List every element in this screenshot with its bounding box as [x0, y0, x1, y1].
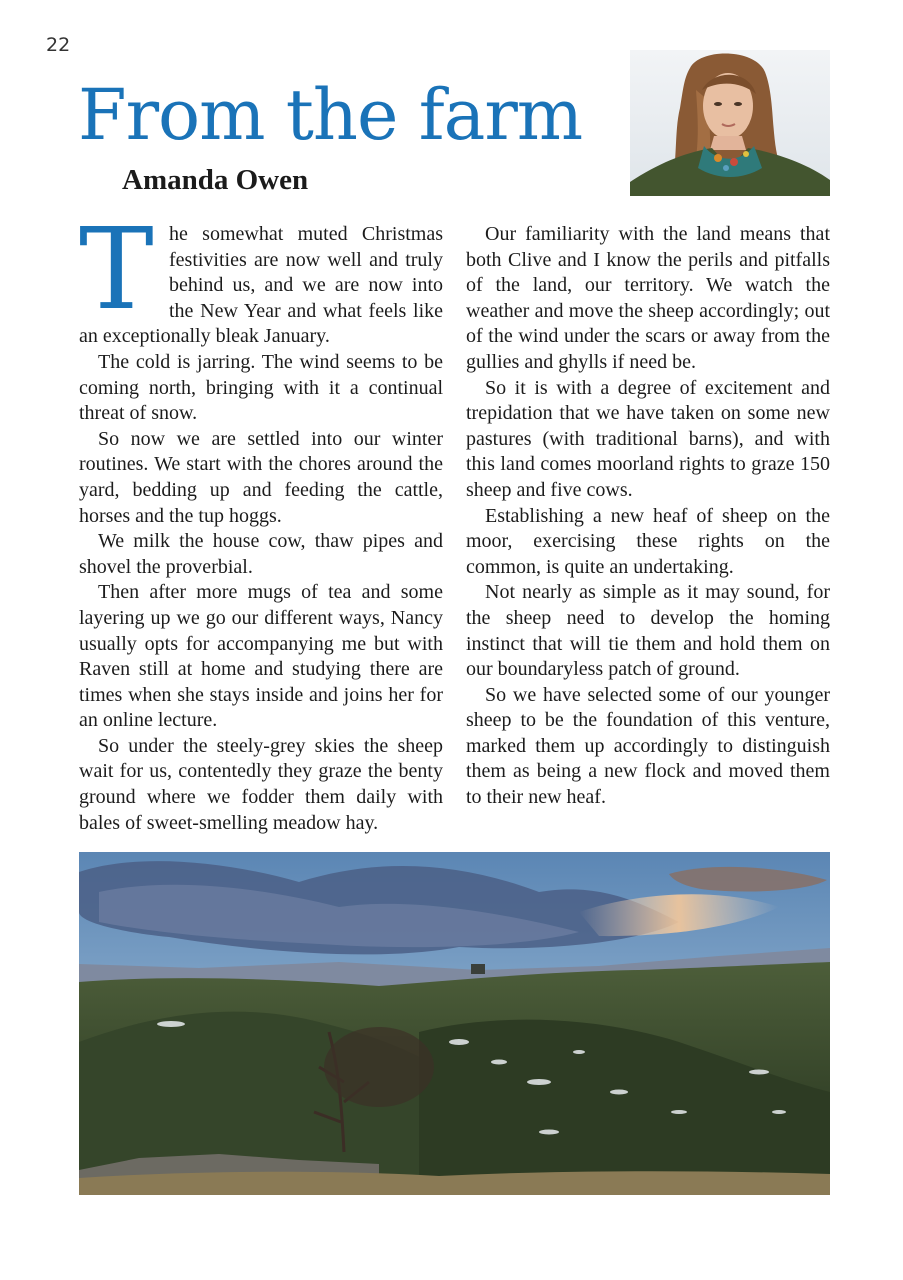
- author-portrait-illustration: [630, 50, 830, 196]
- author-portrait: [630, 50, 830, 196]
- paragraph: So we have selected some of our younger sheep to be the foundation of this venture, marked them up accordingly to distinguish them as being a new flock and moved them to their new heaf.: [466, 683, 830, 809]
- paragraph: So under the steely-grey skies the sheep wait for us, contentedly they graze the benty ground where we fodder them daily with bales of sweet-smelling meadow hay.: [79, 734, 443, 834]
- paragraph: We milk the house cow, thaw pipes and shovel the proverbial.: [79, 530, 443, 578]
- paragraph: So now we are settled into our winter routines. We start with the chores around the yard, bedding up and feeding the cattle, horses and the tup hoggs.: [79, 427, 443, 527]
- moorland-photo: [79, 852, 830, 1195]
- paragraph: So it is with a degree of excitement and trepidation that we have taken on some new pastures (with traditional barns), and with this land comes moorland rights to graze 150 sheep and five cows.: [466, 376, 830, 501]
- author-byline: Amanda Owen: [122, 164, 309, 196]
- page-number: 22: [46, 34, 71, 56]
- paragraph: [79, 205, 443, 350]
- paragraph: Then after more mugs of tea and some layering up we go our different ways, Nancy usually opts for accompanying me but with Raven still at home and studying there are times when she stays inside and joins her for an online lecture.: [79, 581, 443, 732]
- article-column-left: [79, 205, 443, 836]
- paragraph: The cold is jarring. The wind seems to be coming north, bringing with it a continual threat of snow.: [79, 350, 443, 425]
- drop-cap: T: [79, 205, 154, 335]
- article-column-right: [466, 222, 830, 811]
- paragraph: Not nearly as simple as it may sound, for the sheep need to develop the homing instinct that will tie them and hold them on our boundaryless patch of ground.: [466, 581, 830, 681]
- paragraph: Our familiarity with the land means that both Clive and I know the perils and pitfalls of the land, our territory. We watch the weather and move the sheep accordingly; out of the wind under the scars or away from the gullies and ghylls if need be.: [466, 223, 830, 373]
- page-title: From the farm: [78, 74, 583, 156]
- moorland-landscape-illustration: [79, 852, 830, 1195]
- paragraph: Establishing a new heaf of sheep on the moor, exercising these rights on the common, is quite an undertaking.: [466, 504, 830, 578]
- paragraph-text: he somewhat muted Christmas festivities are now well and truly behind us, and we are now into the New Year and what feels like an exceptionally bleak January.: [79, 223, 443, 348]
